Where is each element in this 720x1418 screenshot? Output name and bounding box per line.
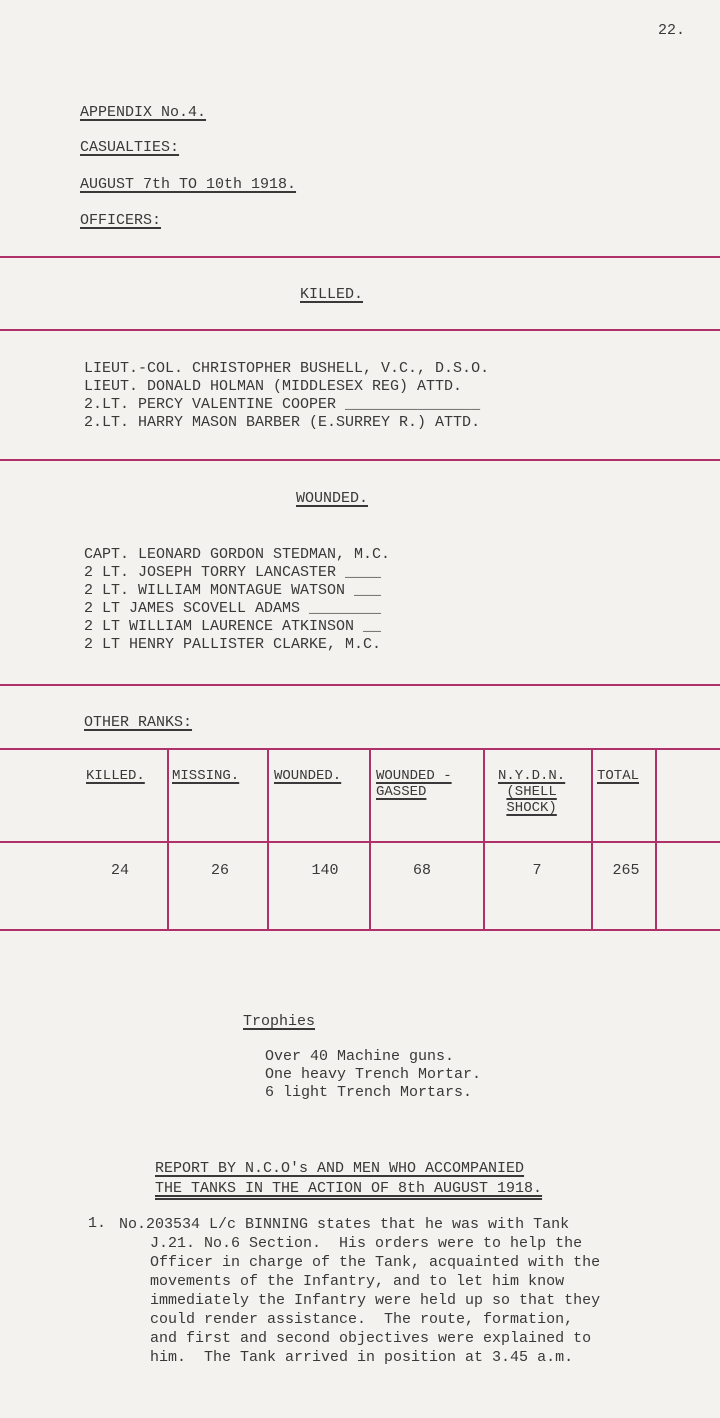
cell-missing: 26 <box>210 862 229 879</box>
trophies-list <box>265 1048 481 1102</box>
appendix-title: APPENDIX No.4. <box>80 104 207 121</box>
other-ranks-heading: OTHER RANKS: <box>84 714 193 731</box>
divider-line <box>0 459 720 461</box>
table-border <box>591 748 593 930</box>
table-border <box>0 841 720 843</box>
trophies-heading: Trophies <box>243 1013 316 1030</box>
paragraph-line: J.21. No.6 Section. His orders were to help the <box>150 1235 583 1252</box>
cell-wounded-gassed: 68 <box>412 862 431 879</box>
table-border <box>483 748 485 930</box>
list-item: CAPT. LEONARD GORDON STEDMAN, M.C. <box>84 546 391 563</box>
cell-total: 265 <box>612 862 640 879</box>
divider-line <box>0 256 720 258</box>
list-item: 2 LT. WILLIAM MONTAGUE WATSON ___ <box>84 582 382 599</box>
page-number: 22. <box>658 22 686 39</box>
report-title-line1: REPORT BY N.C.O's AND MEN WHO ACCOMPANIED <box>155 1160 525 1177</box>
paragraph-line: him. The Tank arrived in position at 3.45 a.m. <box>150 1349 574 1366</box>
cell-wounded: 140 <box>311 862 339 879</box>
table-border <box>267 748 269 930</box>
date-range: AUGUST 7th TO 10th 1918. <box>80 176 297 193</box>
column-header-missing: MISSING. <box>172 768 240 784</box>
paragraph-line: immediately the Infantry were held up so that they <box>150 1292 601 1309</box>
report-paragraph <box>119 1215 600 1367</box>
list-item: 2.LT. HARRY MASON BARBER (E.SURREY R.) ATTD. <box>84 414 481 431</box>
paragraph-line: movements of the Infantry, and to let him know <box>150 1273 565 1290</box>
column-header-killed: KILLED. <box>86 768 145 784</box>
paragraph-line: Officer in charge of the Tank, acquainted with the <box>150 1254 601 1271</box>
table-border <box>0 748 720 750</box>
list-item: 2 LT. JOSEPH TORRY LANCASTER ____ <box>84 564 382 581</box>
report-title-line2: THE TANKS IN THE ACTION OF 8th AUGUST 1918. <box>155 1180 543 1197</box>
killed-list <box>84 360 489 432</box>
divider-line <box>0 684 720 686</box>
list-item: One heavy Trench Mortar. <box>265 1066 482 1083</box>
list-item: 2 LT WILLIAM LAURENCE ATKINSON __ <box>84 618 382 635</box>
list-item: LIEUT. DONALD HOLMAN (MIDDLESEX REG) ATTD. <box>84 378 463 395</box>
list-item: 6 light Trench Mortars. <box>265 1084 473 1101</box>
list-item: 2.LT. PERCY VALENTINE COOPER _______________ <box>84 396 481 413</box>
killed-heading: KILLED. <box>300 286 364 303</box>
wounded-heading: WOUNDED. <box>296 490 369 507</box>
list-item: Over 40 Machine guns. <box>265 1048 455 1065</box>
list-item: 2 LT HENRY PALLISTER CLARKE, M.C. <box>84 636 382 653</box>
officers-heading: OFFICERS: <box>80 212 162 229</box>
divider-line <box>0 329 720 331</box>
paragraph-line: could render assistance. The route, formation, <box>150 1311 574 1328</box>
cell-killed: 24 <box>110 862 129 879</box>
table-border <box>369 748 371 930</box>
column-header-total: TOTAL <box>597 768 640 784</box>
table-border <box>655 748 657 930</box>
wounded-list <box>84 546 390 654</box>
paragraph-line: and first and second objectives were explained to <box>150 1330 592 1347</box>
column-header-nydn: N.Y.D.N. (SHELL SHOCK) <box>498 768 566 816</box>
casualties-heading: CASUALTIES: <box>80 139 180 156</box>
column-header-wounded: WOUNDED. <box>274 768 342 784</box>
cell-nydn: 7 <box>532 862 542 879</box>
table-border <box>0 929 720 931</box>
table-border <box>167 748 169 930</box>
paragraph-line: No.203534 L/c BINNING states that he was with Tank <box>119 1216 570 1233</box>
list-item: 2 LT JAMES SCOVELL ADAMS ________ <box>84 600 382 617</box>
list-item: LIEUT.-COL. CHRISTOPHER BUSHELL, V.C., D.S.O. <box>84 360 490 377</box>
column-header-wounded-gassed: WOUNDED - GASSED <box>376 768 452 800</box>
item-number: 1. <box>88 1215 107 1232</box>
